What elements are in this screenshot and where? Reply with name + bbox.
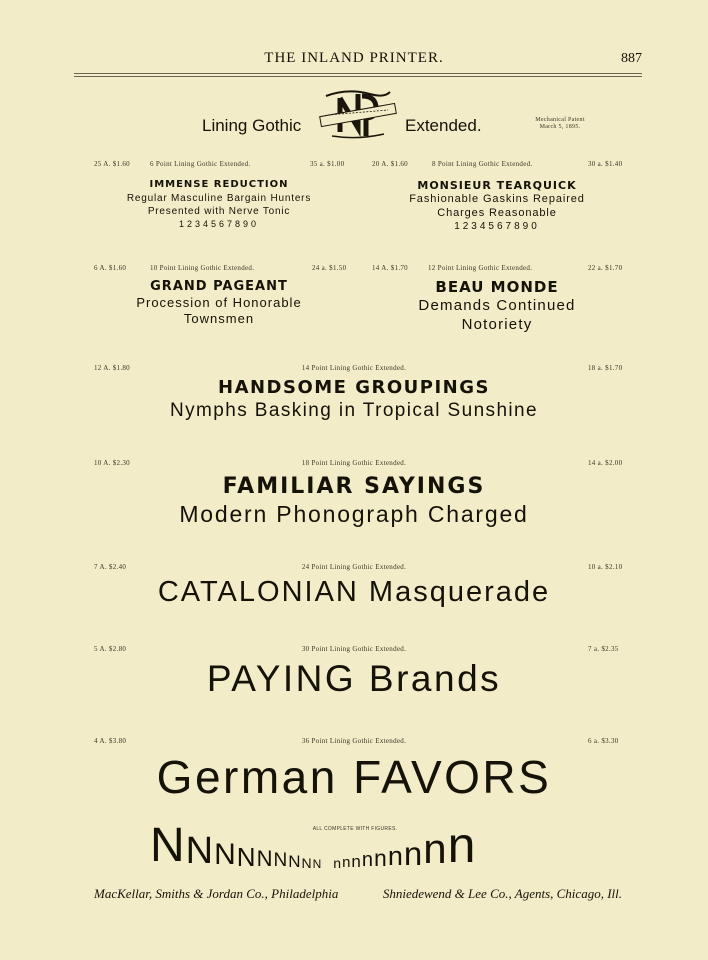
price-left-30pt: 5 A. $2.80 [94,645,127,653]
price-left-10pt: 6 A. $1.60 [94,264,127,272]
ramp-lower-36: n [447,817,476,873]
size-label-8pt: 8 Point Lining Gothic Extended. [432,160,533,168]
specimen-12pt-line-3: Notoriety [461,316,533,333]
ramp-cap-12: N [273,850,288,871]
specimen-10pt-line-1: GRAND PAGEANT [150,279,288,294]
ramp-lower-18: n [387,841,403,871]
price-right-14pt: 18 a. $1.70 [588,364,623,372]
price-right-36pt: 6 a. $3.30 [588,737,619,745]
ramp-cap-6: N [312,857,322,871]
specimen-36pt-line-1: German FAVORS [156,751,552,803]
price-left-24pt: 7 A. $2.40 [94,563,127,571]
specimen-10pt-line-3: Townsmen [183,311,255,326]
size-ramp [150,812,476,873]
price-right-6pt: 35 a. $1.00 [310,160,345,168]
specimen-6pt-line-1: IMMENSE REDUCTION [149,179,289,190]
specimen-6pt-line-4: 1234567890 [178,219,260,229]
size-label-30pt: 30 Point Lining Gothic Extended. [301,645,407,653]
size-label-18pt: 18 Point Lining Gothic Extended. [301,459,407,467]
title-right: Extended. [405,116,482,135]
specimen-6pt-line-2: Regular Masculine Bargain Hunters [126,193,312,204]
ramp-lower-12: n [361,849,374,871]
ramp-cap-24: N [214,838,236,871]
ramp-cap-10: N [288,852,301,871]
ramp-lower-10: n [351,852,361,871]
ramp-cap-14: N [256,846,273,871]
specimen-6pt-line-3: Presented with Nerve Tonic [147,206,291,217]
ramp-lower-30: n [423,825,447,872]
specimen-30pt-line-1: PAYING Brands [206,658,502,699]
monogram-logo [318,88,398,140]
header-rule-top [74,73,642,74]
specimen-8pt-line-2: Fashionable Gaskins Repaired [409,193,585,205]
price-left-8pt: 20 A. $1.60 [372,160,408,168]
specimen-8pt-line-1: MONSIEUR TEARQUICK [417,179,577,192]
specimen-24pt-line-1: CATALONIAN Masquerade [157,576,551,608]
patent-line-2: March 5, 1895. [539,124,581,130]
page-number: 887 [621,51,642,66]
specimen-8pt-line-3: Charges Reasonable [437,207,557,219]
price-left-14pt: 12 A. $1.80 [94,364,130,372]
running-head: THE INLAND PRINTER. [264,50,444,66]
size-label-14pt: 14 Point Lining Gothic Extended. [301,364,407,372]
specimen-18pt-line-1: FAMILIAR SAYINGS [222,474,486,499]
price-right-8pt: 30 a. $1.40 [588,160,623,168]
price-left-12pt: 14 A. $1.70 [372,264,408,272]
specimen-12pt-line-1: BEAU MONDE [435,278,559,296]
price-left-36pt: 4 A. $3.80 [94,737,127,745]
specimen-12pt-line-2: Demands Continued [418,297,576,314]
footer-founder: MacKellar, Smiths & Jordan Co., Philadelphia [94,886,339,901]
title-left: Lining Gothic [202,116,302,135]
price-right-30pt: 7 a. $2.35 [588,645,619,653]
size-label-24pt: 24 Point Lining Gothic Extended. [301,563,407,571]
ramp-cap-30: N [185,830,214,872]
price-left-6pt: 25 A. $1.60 [94,160,130,168]
price-right-24pt: 10 a. $2.10 [588,563,623,571]
ramp-cap-8: N [301,855,312,871]
ramp-cap-36: N [150,819,185,872]
patent-line-1: Mechanical Patent [535,117,585,123]
specimen-10pt-line-2: Procession of Honorable [136,295,302,310]
price-right-10pt: 24 a. $1.50 [312,264,347,272]
figures-note: ALL COMPLETE WITH FIGURES. [312,826,398,832]
specimen-18pt-line-2: Modern Phonograph Charged [179,501,529,527]
price-right-18pt: 14 a. $2.00 [588,459,623,467]
ramp-lower-8: n [342,854,351,871]
ramp-lower-6: n [333,855,342,871]
specimen-8pt-line-4: 1234567890 [454,221,540,232]
price-right-12pt: 22 a. $1.70 [588,264,623,272]
ramp-cap-18: N [236,842,256,872]
specimen-14pt-line-2: Nymphs Basking in Tropical Sunshine [170,400,538,421]
footer-agents: Shniedewend & Lee Co., Agents, Chicago, Ill. [382,886,622,901]
header-rule-bottom [74,76,642,77]
size-label-6pt: 6 Point Lining Gothic Extended. [150,160,251,168]
size-label-10pt: 10 Point Lining Gothic Extended. [150,264,255,272]
ramp-lower-14: n [374,845,387,871]
ramp-lower-24: n [403,835,423,872]
price-left-18pt: 10 A. $2.30 [94,459,130,467]
size-label-12pt: 12 Point Lining Gothic Extended. [428,264,533,272]
size-label-36pt: 36 Point Lining Gothic Extended. [301,737,407,745]
specimen-14pt-line-1: HANDSOME GROUPINGS [218,377,490,398]
